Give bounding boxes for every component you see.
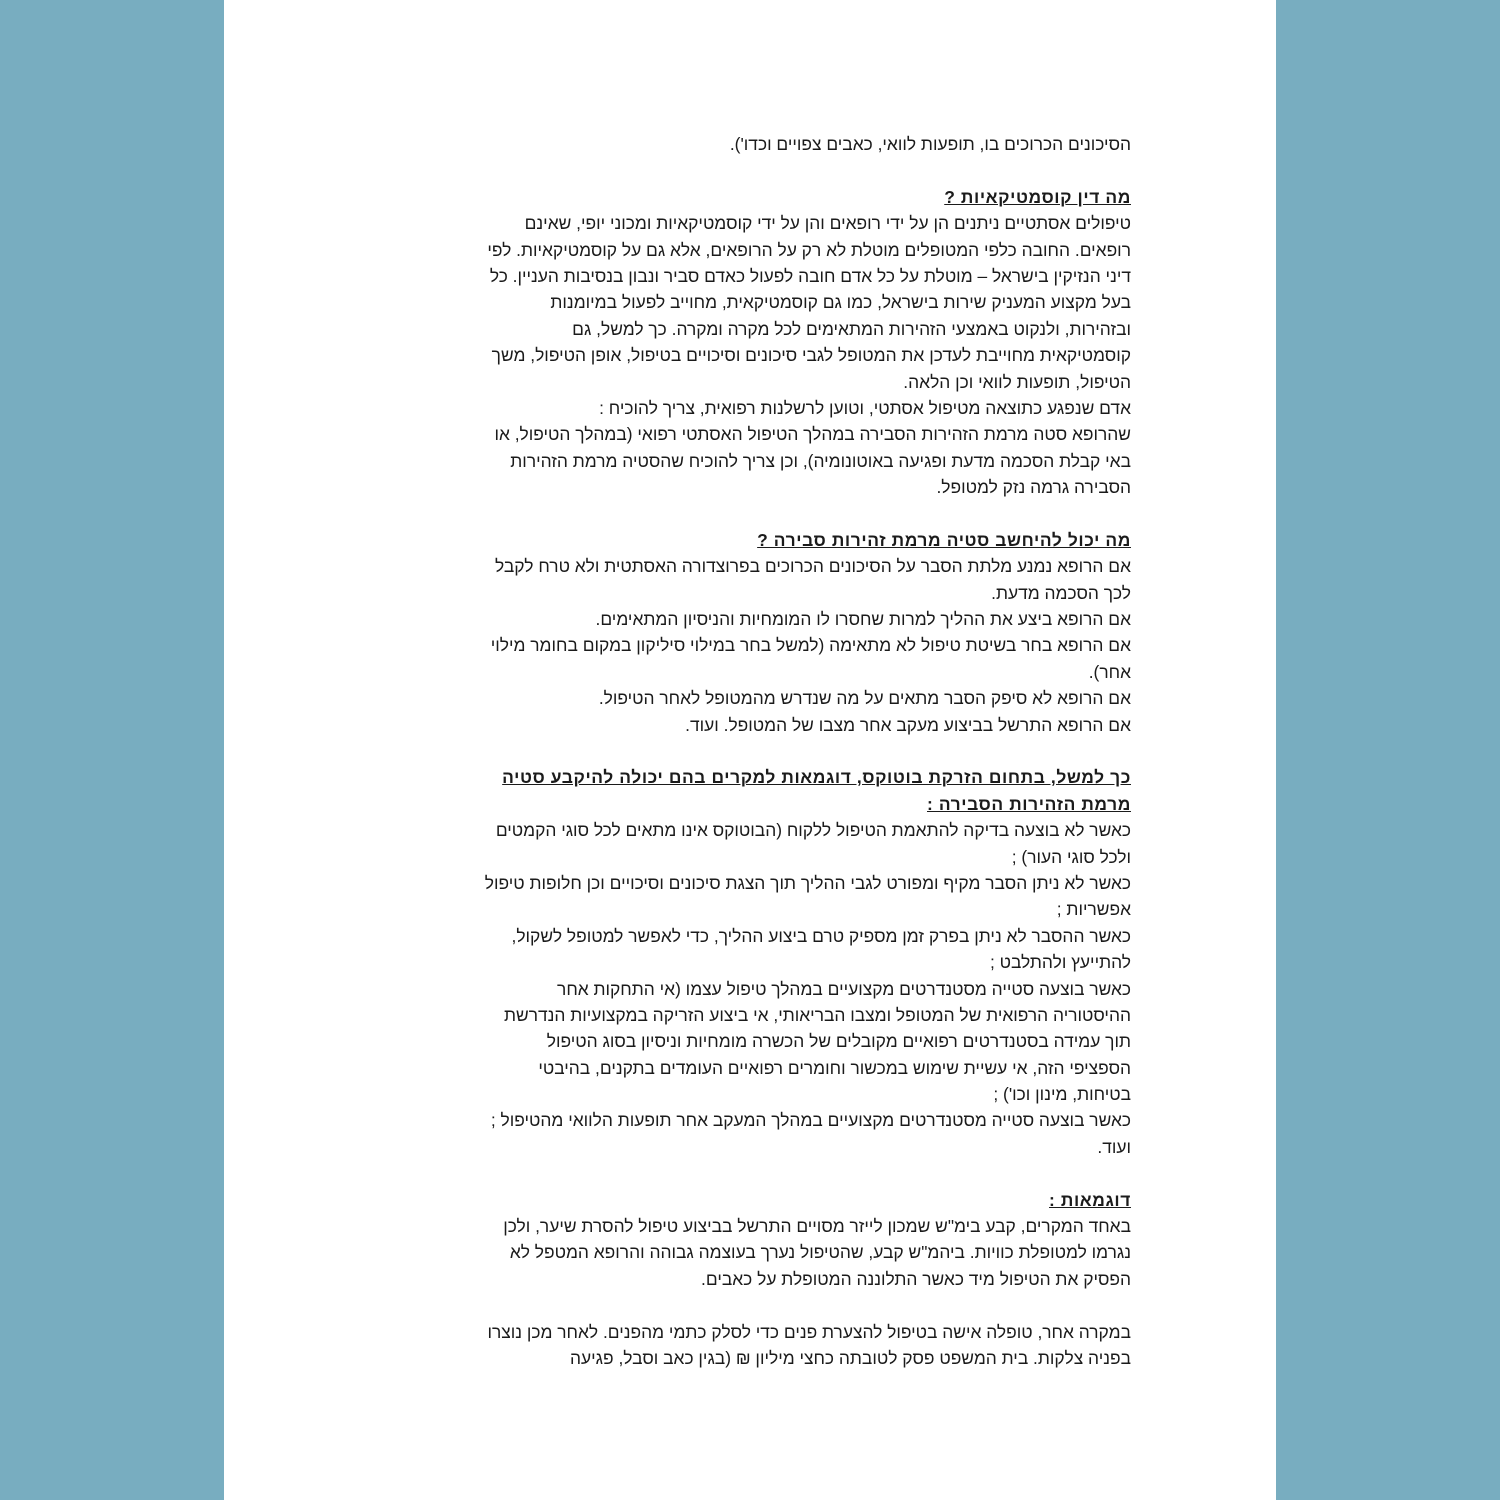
text-line: אם הרופא לא סיפק הסבר מתאים על מה שנדרש מהמטופל לאחר הטיפול. [598, 688, 1131, 709]
text-line: ולכל סוגי העור) ; [1011, 846, 1131, 867]
text-line: כאשר לא בוצעה בדיקה להתאמת הטיפול ללקוח (הבוטוקס אינו מתאים לכל סוגי הקמטים [495, 820, 1131, 841]
text-line: דיני הנזיקין בישראל – מוטלת על כל אדם חובה לפעול כאדם סביר ונבון בנסיבות העניין. כל [489, 265, 1131, 286]
text-line: שהרופא סטה מרמת הזהירות הסבירה במהלך הטיפול האסתטי רפואי (במהלך הטיפול, או [494, 424, 1131, 445]
text-line: הפסיק את הטיפול מיד כאשר התלוננה המטופלת על כאבים. [701, 1268, 1131, 1289]
text-line: אחר). [1088, 661, 1131, 682]
text-line: אם הרופא התרשל בביצוע מעקב אחר מצבו של המטופל. ועוד. [685, 714, 1131, 735]
document-text [374, 131, 1131, 1371]
text-line: באי קבלת הסכמה מדעת ופגיעה באוטונומיה), וכן צריך להוכיח שהסטיה מרמת הזהירות [510, 450, 1131, 471]
text-line: קוסמטיקאית מחוייבת לעדכן את המטופל לגבי סיכונים וסיכויים בטיפול, אופן הטיפול, משך [491, 345, 1131, 366]
section-heading-cosmeticians: מה דין קוסמטיקאיות ? [944, 186, 1131, 207]
text-line: אם הרופא נמנע מלתת הסבר על הסיכונים הכרוכים בפרוצדורה האסתטית ולא טרח לקבל [494, 556, 1131, 577]
text-line: רופאים. החובה כלפי המטופלים מוטלת לא רק על הרופאים, אלא גם על קוסמטיקאיות. לפי [487, 239, 1131, 260]
section-heading-deviation: מה יכול להיחשב סטיה מרמת זהירות סבירה ? [757, 529, 1131, 550]
text-line: הסיכונים הכרוכים בו, תופעות לוואי, כאבים צפויים וכדו'). [729, 134, 1131, 154]
text-line: תוך עמידה בסטנדרטים רפואיים מקובלים של הכשרה מומחיות וניסיון בסוג הטיפול [546, 1031, 1131, 1052]
text-line: כאשר בוצעה סטייה מסטנדרטים מקצועיים במהלך טיפול עצמו (אי התחקות אחר [557, 978, 1131, 999]
text-line: טיפולים אסתטיים ניתנים הן על ידי רופאים והן על ידי קוסמטיקאיות ומכוני יופי, שאינם [524, 213, 1131, 234]
text-line: אפשריות ; [1056, 899, 1131, 920]
text-line: במקרה אחר, טופלה אישה בטיפול להצערת פנים כדי לסלק כתמי מהפנים. לאחר מכן נוצרו [487, 1321, 1131, 1342]
document-page [224, 0, 1276, 1500]
section-heading-examples: דוגמאות : [1049, 1189, 1131, 1210]
text-line: בפניה צלקות. בית המשפט פסק לטובתה כחצי מיליון ₪ (בגין כאב וסבל, פגיעה [570, 1347, 1131, 1368]
text-line: לכך הסכמה מדעת. [991, 582, 1131, 603]
text-line: בעל מקצוע המעניק שירות בישראל, כמו גם קוסמטיקאית, מחוייב לפעול במיומנות [550, 292, 1131, 313]
text-line: באחד המקרים, קבע בימ"ש שמכון לייזר מסויים התרשל בביצוע טיפול להסרת שיער, ולכן [503, 1216, 1131, 1237]
text-line: בטיחות, מינון וכו') ; [993, 1084, 1131, 1105]
text-line: נגרמו למטופלת כוויות. ביהמ"ש קבע, שהטיפול נערך בעוצמה גבוהה והרופא המטפל לא [509, 1242, 1131, 1263]
text-line: להתייעץ ולהתלבט ; [989, 952, 1131, 973]
text-line: אדם שנפגע כתוצאה מטיפול אסתטי, וטוען לרשלנות רפואית, צריך להוכיח : [599, 397, 1131, 418]
text-line: הסבירה גרמה נזק למטופל. [936, 477, 1131, 498]
text-line: הספציפי הזה, אי עשיית שימוש במכשור וחומרים רפואיים העומדים בתקנים, בהיבטי [538, 1057, 1131, 1078]
text-line: הטיפול, תופעות לוואי וכן הלאה. [903, 371, 1131, 392]
text-line: כאשר בוצעה סטייה מסטנדרטים מקצועיים במהלך המעקב אחר תופעות הלוואי מהטיפול ; [490, 1110, 1131, 1131]
text-line: ההיסטוריה הרפואית של המטופל ומצבו הבריאותי, אי ביצוע הזריקה במקצועיות הנדרשת [503, 1004, 1131, 1025]
text-line: כאשר ההסבר לא ניתן בפרק זמן מספיק טרם ביצוע ההליך, כדי לאפשר למטופל לשקול, [511, 925, 1131, 946]
text-line: כאשר לא ניתן הסבר מקיף ומפורט לגבי ההליך תוך הצגת סיכונים וסיכויים וכן חלופות טיפול [484, 872, 1131, 893]
text-line: אם הרופא ביצע את ההליך למרות שחסרו לו המומחיות והניסיון המתאימים. [595, 609, 1131, 630]
text-line: אם הרופא בחר בשיטת טיפול לא מתאימה (למשל בחר במילוי סיליקון במקום בחומר מילוי [490, 635, 1131, 656]
text-line: ובזהירות, ולנקוט באמצעי הזהירות המתאימים לכל מקרה ומקרה. כך למשל, גם [572, 318, 1131, 339]
section-heading-botox: מרמת הזהירות הסבירה : [927, 793, 1131, 814]
section-heading-botox: כך למשל, בתחום הזרקת בוטוקס, דוגמאות למקרים בהם יכולה להיקבע סטיה [502, 767, 1131, 788]
text-line: ועוד. [1097, 1136, 1131, 1157]
